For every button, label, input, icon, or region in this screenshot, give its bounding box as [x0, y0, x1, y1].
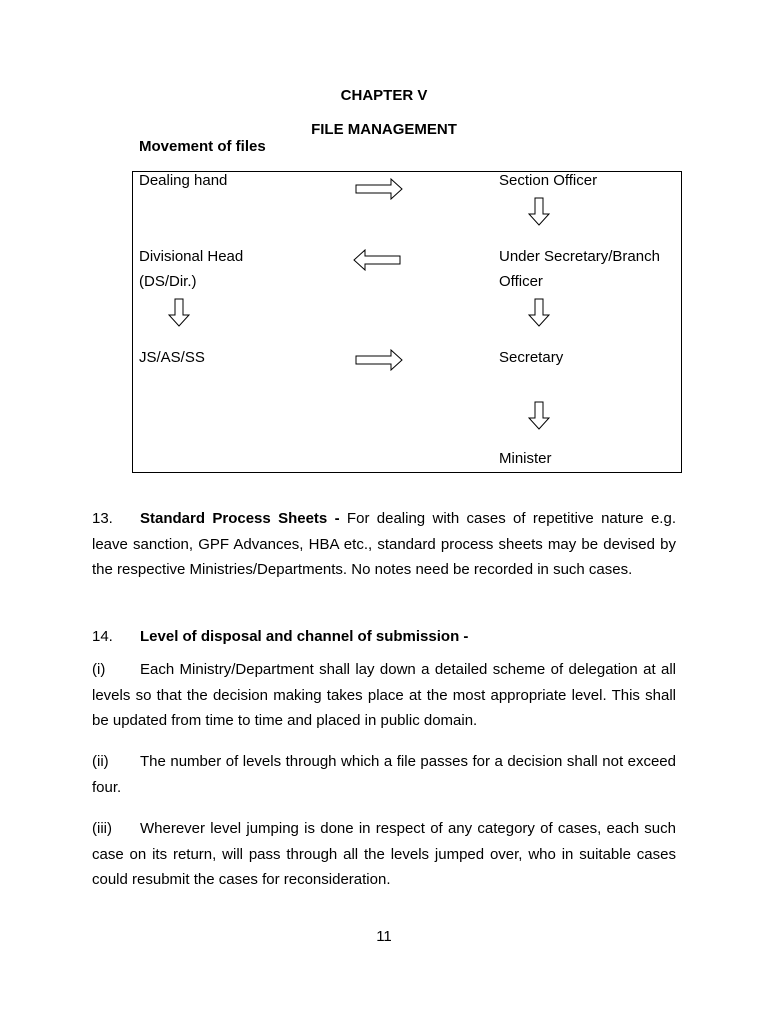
page-number: 11	[376, 928, 392, 945]
node-minister: Minister	[499, 450, 552, 467]
clause-text: Each Ministry/Department shall lay down a detailed scheme of delegation at all levels so that the decision making takes place at the most appropriate level. This shall be updated from time to time and placed in public domain.	[92, 661, 676, 729]
chapter-title: CHAPTER V	[340, 87, 428, 104]
node-under-secretary-sub: Officer	[499, 273, 543, 290]
clause-iii	[92, 816, 676, 893]
arrow-down-icon	[168, 298, 190, 328]
node-js-as-ss: JS/AS/SS	[139, 349, 205, 366]
clause-number: (iii)	[92, 820, 112, 837]
paragraph-number: 13.	[92, 510, 113, 527]
arrow-down-icon	[528, 298, 550, 328]
node-under-secretary: Under Secretary/Branch	[499, 248, 660, 265]
clause-number: (i)	[92, 661, 106, 678]
clause-i	[92, 657, 676, 734]
node-divisional-head: Divisional Head	[139, 248, 244, 265]
subsection-title: Movement of files	[139, 138, 266, 155]
node-dealing-hand: Dealing hand	[139, 172, 228, 189]
clause-number: (ii)	[92, 753, 109, 770]
clause-text: The number of levels through which a file passes for a decision shall not exceed four.	[92, 753, 676, 796]
paragraph-number: 14.	[92, 628, 113, 645]
node-section-officer: Section Officer	[499, 172, 598, 189]
node-divisional-head-sub: (DS/Dir.)	[139, 273, 197, 290]
section-title: FILE MANAGEMENT	[311, 121, 457, 138]
arrow-right-icon	[355, 349, 405, 371]
node-secretary: Secretary	[499, 349, 564, 366]
paragraph-heading: Standard Process Sheets -	[140, 510, 340, 527]
paragraph-heading: Level of disposal and channel of submission -	[140, 628, 469, 645]
clause-ii	[92, 749, 676, 800]
paragraph-text: For dealing with cases of repetitive nature e.g. leave sanction, GPF Advances, HBA etc., standard process sheets may be devised by the respective Ministries/Departments. No notes need be recorded in such cases.	[92, 510, 676, 578]
clause-text: Wherever level jumping is done in respect of any category of cases, each such case on its return, will pass through all the levels jumped over, who in suitable cases could resubmit the cases for reconsideration.	[92, 820, 676, 888]
paragraph-13	[92, 506, 676, 583]
arrow-down-icon	[528, 197, 550, 227]
file-movement-diagram	[132, 171, 682, 473]
arrow-right-icon	[355, 178, 405, 200]
paragraph-14	[92, 624, 676, 650]
arrow-down-icon	[528, 401, 550, 431]
arrow-left-icon	[353, 249, 403, 271]
